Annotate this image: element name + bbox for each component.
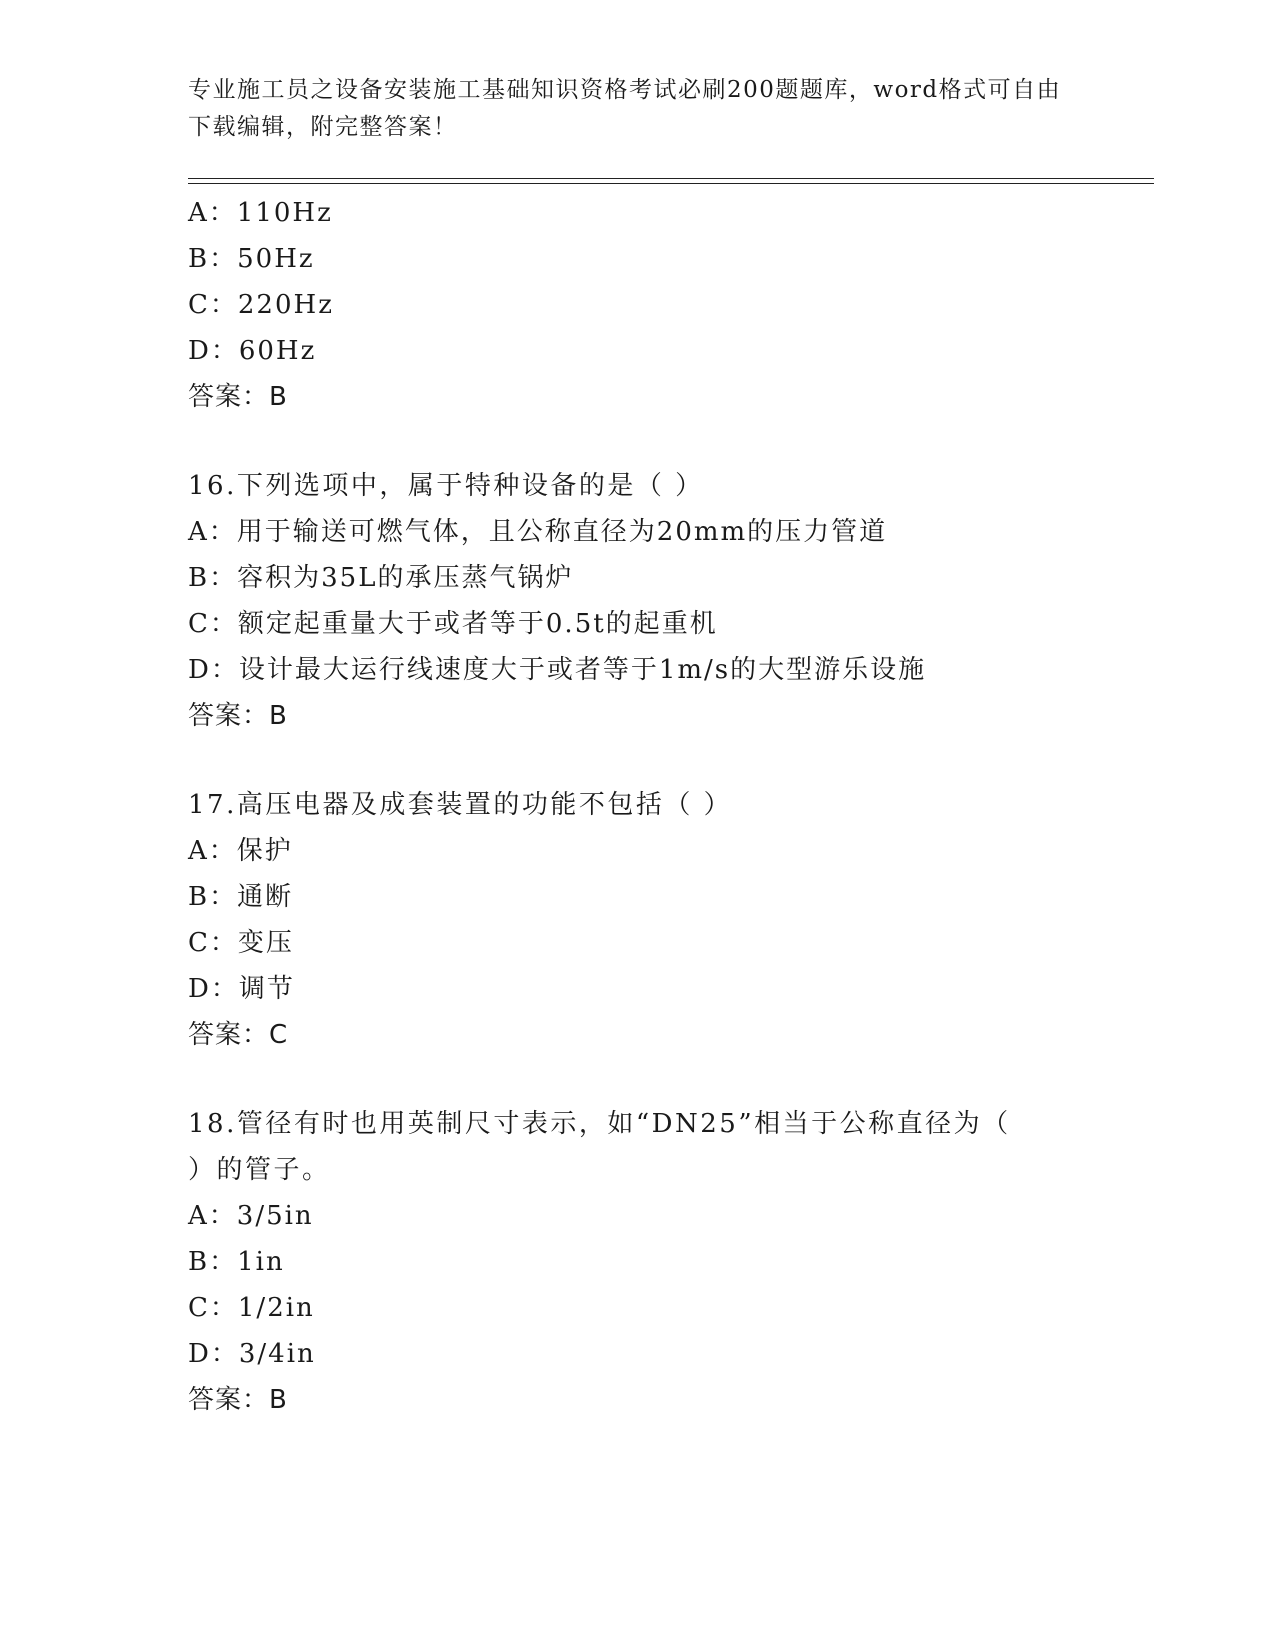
header-divider-bottom	[188, 183, 1154, 184]
header-divider-top	[188, 178, 1154, 179]
option-c: C：1/2in	[188, 1293, 315, 1323]
option-b: B：50Hz	[188, 244, 315, 274]
option-a: A：3/5in	[188, 1201, 314, 1231]
answer-line: 答案：B	[188, 701, 288, 731]
question-block-16	[188, 463, 1088, 739]
option-a: A：110Hz	[188, 198, 333, 228]
answer-line: 答案：B	[188, 382, 288, 412]
option-d: D：3/4in	[188, 1339, 316, 1369]
option-b: B：容积为35L的承压蒸气锅炉	[188, 563, 574, 593]
question-list	[188, 190, 1088, 1466]
question-block-15	[188, 190, 1088, 420]
answer-line: 答案：B	[188, 1385, 288, 1415]
option-d: D：调节	[188, 974, 295, 1004]
question-text: 17.高压电器及成套装置的功能不包括（ ）	[188, 790, 733, 820]
option-a: A：保护	[188, 836, 293, 866]
question-text: 16.下列选项中，属于特种设备的是（ ）	[188, 471, 704, 501]
question-block-18	[188, 1101, 1088, 1423]
option-c: C：额定起重量大于或者等于0.5t的起重机	[188, 609, 718, 639]
option-d: D：设计最大运行线速度大于或者等于1m/s的大型游乐设施	[188, 655, 927, 685]
document-header: 专业施工员之设备安装施工基础知识资格考试必刷200题题库，word格式可自由下载编辑，附完整答案！	[188, 77, 1062, 140]
option-a: A：用于输送可燃气体，且公称直径为20mm的压力管道	[188, 517, 888, 547]
option-b: B：1in	[188, 1247, 285, 1277]
question-text: 18.管径有时也用英制尺寸表示，如“DN25”相当于公称直径为（ ）的管子。	[188, 1109, 1011, 1185]
option-c: C：220Hz	[188, 290, 334, 320]
option-b: B：通断	[188, 882, 294, 912]
option-d: D：60Hz	[188, 336, 317, 366]
option-c: C：变压	[188, 928, 294, 958]
answer-line: 答案：C	[188, 1020, 289, 1050]
question-block-17	[188, 782, 1088, 1058]
